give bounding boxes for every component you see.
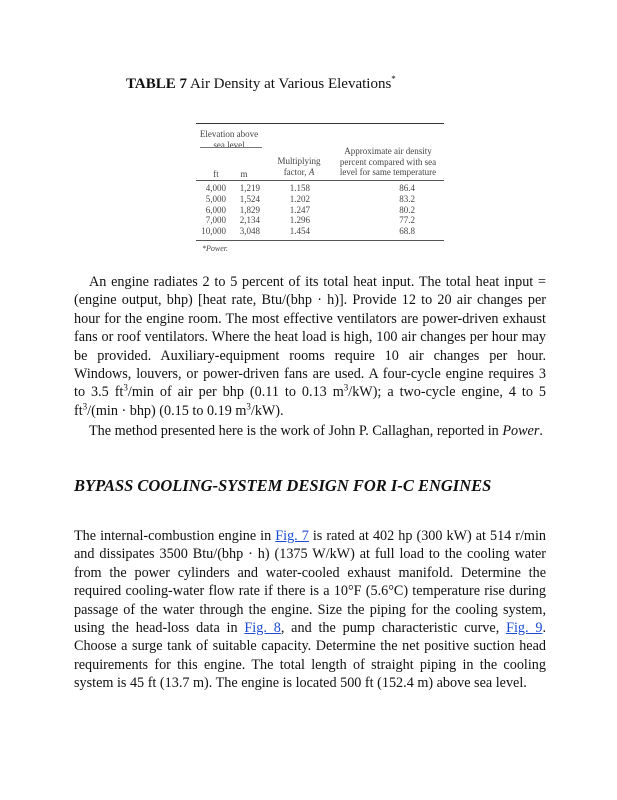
fig-9-link[interactable]: Fig. 9 bbox=[506, 620, 543, 637]
elevation-subrule bbox=[200, 147, 262, 148]
table-footnote: *Power. bbox=[202, 243, 228, 253]
table-row: 7,000 2,134 1.296 77.2 bbox=[205, 215, 415, 226]
paragraph-ventilation: An engine radiates 2 to 5 percent of its total heat input. The total heat input = (engine output, bhp) [heat rate, Btu/(bhp · h)]. Provide 12 to 20 air changes per hour for the engine room. The most effective ventilators are power-driven exhaust fans or roof ventilators. Where the heat load is high, 100 air changes per hour may be provided. Auxiliary-equipment rooms require 10 air changes per hour. Windows, louvers, or power-driven fans are used. A four-cycle engine requires 3 to 3.5 $ft^3/\min$ of air per bhp (0.11 to 0.13 $m^3/kW$); a two-cycle engine, 4 to 5 $ft^3/(\min \cdot bhp)$ (0.15 to 0.19 $m^3/kW$). bbox=[74, 274, 546, 419]
table-title-mark: * bbox=[391, 74, 396, 84]
header-approx-density: Approximate air density percent compared with sea level for same temperature bbox=[339, 146, 437, 177]
table-bottom-rule bbox=[196, 240, 444, 241]
table-header bbox=[196, 124, 444, 180]
fig-8-link[interactable]: Fig. 8 bbox=[244, 620, 281, 637]
paragraph-problem-statement: The internal-combustion engine in Fig. 7 is rated at 402 hp (300 kW) at 514 r/min and dissipates 3500 Btu/(bhp · h) (1375 W/kW) at full load to the cooling water from the power cylinders and water-cooled exhaust manifold. Determine the required cooling-water flow rate if there is a 10°F (5.6°C) temperature rise during passage of the water through the engine. Size the piping for the cooling system, using the head-loss data in Fig. 8, and the pump characteristic curve, Fig. 9. Choose a surge tank of suitable capacity. Determine the net positive suction head requirements for this engine. The total length of straight piping in the cooling system is 45 ft (13.7 m). The engine is located 500 ft (152.4 m) above sea level. bbox=[74, 528, 547, 692]
table-title: Air Density at Various Elevations bbox=[189, 76, 392, 92]
section-heading: BYPASS COOLING-SYSTEM DESIGN FOR I-C ENGINES bbox=[74, 476, 492, 495]
table-body bbox=[196, 181, 444, 240]
header-ft: ft bbox=[213, 169, 219, 179]
paragraph-source: The method presented here is the work of John P. Callaghan, reported in Power. bbox=[89, 423, 543, 439]
header-elevation: Elevation above sea level bbox=[199, 129, 259, 150]
header-m: m bbox=[240, 169, 248, 179]
header-multiplying: Multiplying factor, A bbox=[277, 156, 321, 177]
table-label: TABLE 7 bbox=[126, 76, 187, 92]
fig-7-link[interactable]: Fig. 7 bbox=[275, 528, 309, 544]
source-title: Power bbox=[502, 423, 540, 439]
table-caption bbox=[126, 74, 396, 93]
air-density-table bbox=[196, 123, 444, 253]
table-row: 6,000 1,829 1.247 80.2 bbox=[205, 204, 415, 215]
table-row: 4,000 1,219 1.158 86.4 bbox=[205, 183, 415, 193]
table-row: 10,000 3,048 1.454 68.8 bbox=[201, 226, 415, 237]
table-row: 5,000 1,524 1.202 83.2 bbox=[205, 193, 415, 204]
